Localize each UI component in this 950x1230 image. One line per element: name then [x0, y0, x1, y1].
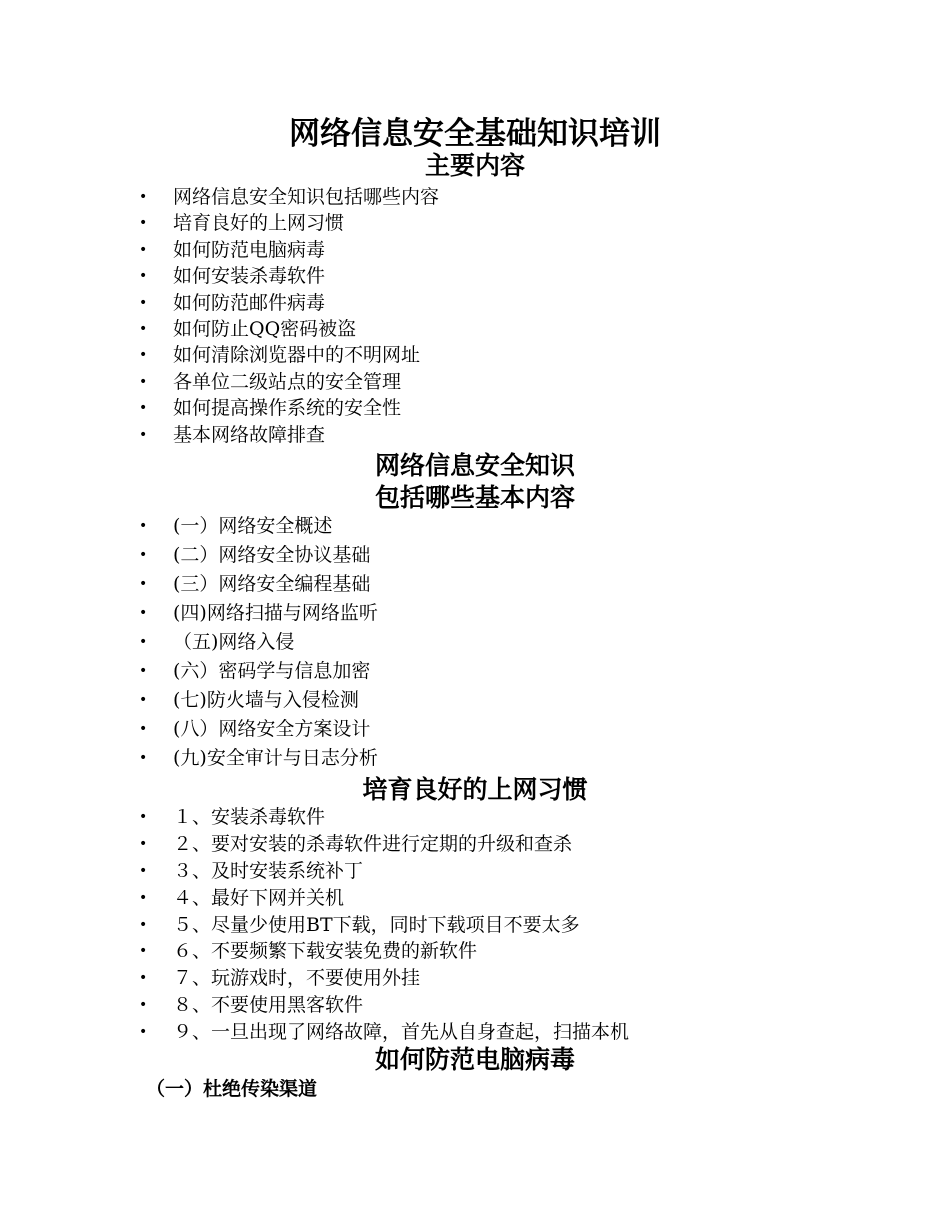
list-item — [0, 912, 629, 939]
good-habits-list — [0, 804, 629, 1046]
list-item-text: (八）网络安全方案设计 — [173, 718, 371, 740]
bullet-icon: • — [139, 997, 148, 1014]
list-item-text: ４、最好下网并关机 — [173, 886, 345, 909]
list-item — [0, 263, 439, 289]
bullet-icon: • — [139, 373, 148, 390]
bullet-icon: • — [139, 916, 148, 933]
list-item-text: ６、不要频繁下载安装免费的新软件 — [173, 940, 478, 963]
bullet-icon: • — [139, 294, 148, 311]
bullet-icon: • — [139, 347, 148, 364]
list-item-text: 如何防范邮件病毒 — [173, 291, 326, 314]
bullet-icon: • — [139, 268, 148, 285]
list-item-text: 如何清除浏览器中的不明网址 — [173, 344, 421, 367]
list-item — [0, 831, 629, 858]
list-item — [0, 237, 439, 263]
bullet-icon: • — [139, 426, 148, 443]
list-item — [0, 657, 378, 686]
list-item-text: ８、不要使用黑客软件 — [173, 994, 364, 1017]
list-item — [0, 395, 439, 421]
list-item-text: ５、尽量少使用BT下载，同时下载项目不要太多 — [173, 913, 580, 936]
list-item — [0, 938, 629, 965]
bullet-icon: • — [139, 862, 148, 879]
section-heading-security-knowledge-line2: 包括哪些基本内容 — [374, 483, 575, 512]
list-item-text: (一）网络安全概述 — [173, 515, 333, 537]
list-item — [0, 422, 439, 448]
list-item-text: １、安装杀毒软件 — [173, 806, 326, 828]
list-item — [0, 369, 439, 395]
bullet-icon: • — [139, 215, 148, 232]
list-item — [0, 885, 629, 912]
list-item — [0, 686, 378, 715]
list-item-text: ７、玩游戏时，不要使用外挂 — [173, 967, 421, 990]
list-item-text: (四)网络扫描与网络监听 — [173, 602, 378, 624]
list-item-text: ２、要对安装的杀毒软件进行定期的升级和查杀 — [173, 832, 573, 855]
bullet-icon: • — [139, 809, 148, 825]
security-content-list — [0, 512, 378, 773]
bullet-icon: • — [139, 721, 148, 737]
list-item — [0, 184, 439, 210]
list-item — [0, 858, 629, 885]
subheading-block-channels: （一）杜绝传染渠道 — [146, 1078, 318, 1100]
list-item — [0, 342, 439, 368]
bullet-icon: • — [139, 1024, 148, 1041]
list-item-text: 如何安装杀毒软件 — [173, 265, 326, 288]
section-heading-good-habits: 培育良好的上网习惯 — [362, 775, 588, 804]
list-item-text: 各单位二级站点的安全管理 — [173, 370, 402, 393]
bullet-icon: • — [139, 970, 148, 987]
list-item — [0, 570, 378, 599]
bullet-icon: • — [139, 241, 148, 258]
list-item-text: 如何提高操作系统的安全性 — [173, 397, 402, 420]
list-item — [0, 744, 378, 773]
bullet-icon: • — [139, 400, 148, 417]
list-item — [0, 965, 629, 992]
bullet-icon: • — [139, 750, 148, 766]
bullet-icon: • — [139, 889, 148, 906]
list-item — [0, 512, 378, 541]
bullet-icon: • — [139, 605, 148, 621]
bullet-icon: • — [139, 634, 148, 650]
list-item — [0, 628, 378, 657]
list-item-text: (七)防火墙与入侵检测 — [173, 689, 359, 711]
list-item-text: (二）网络安全协议基础 — [173, 544, 371, 566]
list-item — [0, 541, 378, 570]
bullet-icon: • — [139, 943, 148, 960]
list-item-text: ９、一旦出现了网络故障，首先从自身查起，扫描本机 — [173, 1021, 630, 1044]
bullet-icon: • — [139, 320, 148, 337]
list-item-text: (三）网络安全编程基础 — [173, 573, 371, 595]
list-item — [0, 992, 629, 1019]
bullet-icon: • — [139, 547, 148, 563]
bullet-icon: • — [139, 663, 148, 679]
list-item-text: 如何防止QQ密码被盗 — [173, 317, 357, 340]
list-item — [0, 316, 439, 342]
list-item-text: 如何防范电脑病毒 — [173, 238, 326, 261]
list-item-text: ３、及时安装系统补丁 — [173, 859, 364, 882]
bullet-icon: • — [139, 835, 148, 852]
bullet-icon: • — [139, 518, 148, 534]
list-item — [0, 804, 629, 831]
list-item — [0, 290, 439, 316]
section-heading-main-content: 主要内容 — [424, 151, 525, 180]
section-heading-security-knowledge: 网络信息安全知识 — [374, 451, 575, 480]
bullet-icon: • — [139, 189, 148, 205]
list-item — [0, 210, 439, 236]
bullet-icon: • — [139, 576, 148, 592]
section-heading-virus-prevention: 如何防范电脑病毒 — [374, 1045, 575, 1074]
list-item-text: (九)安全审计与日志分析 — [173, 747, 378, 769]
list-item-text: （五)网络入侵 — [173, 631, 295, 653]
list-item — [0, 599, 378, 628]
list-item-text: 基本网络故障排查 — [173, 423, 326, 446]
list-item-text: (六）密码学与信息加密 — [173, 660, 371, 682]
list-item — [0, 715, 378, 744]
document-title: 网络信息安全基础知识培训 — [289, 116, 661, 152]
main-content-list — [0, 184, 439, 448]
bullet-icon: • — [139, 692, 148, 708]
list-item — [0, 1019, 629, 1046]
list-item-text: 培育良好的上网习惯 — [173, 212, 345, 235]
list-item-text: 网络信息安全知识包括哪些内容 — [173, 186, 440, 208]
